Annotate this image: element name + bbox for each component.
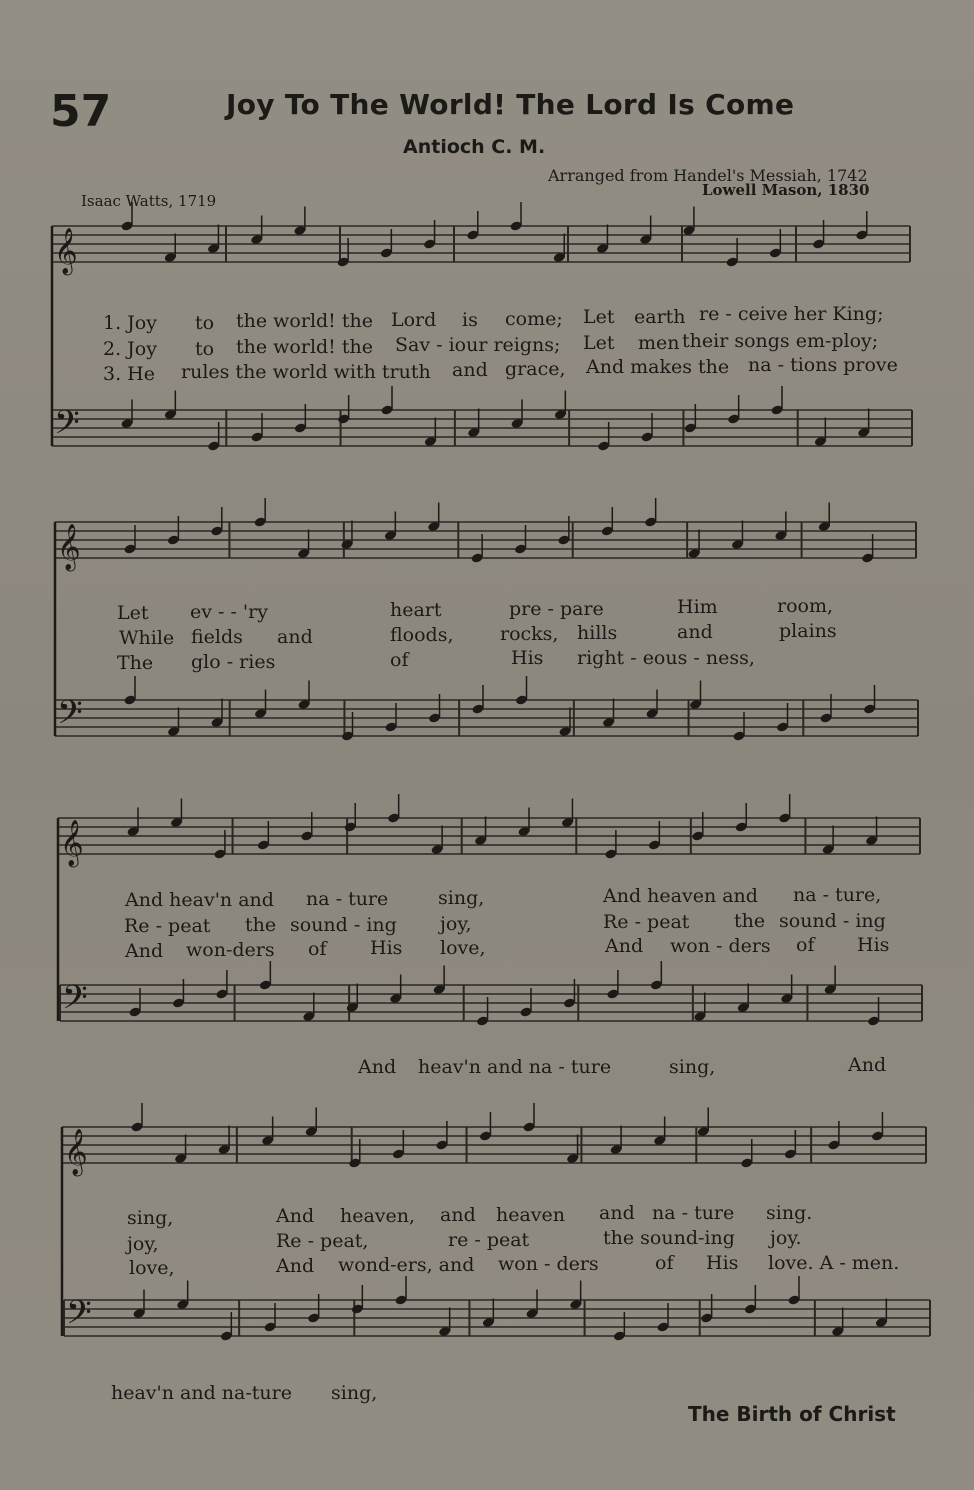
composer-credit: Lowell Mason, 1830 [702, 181, 870, 199]
bass-lyric: sing, [331, 1382, 378, 1404]
lyric: of [390, 649, 409, 671]
bass-lyric: heav'n and na - ture [418, 1056, 612, 1078]
bass-lyric: And [848, 1054, 887, 1076]
lyric: 3. He [103, 363, 155, 385]
lyric: glo - ries [191, 651, 276, 673]
lyric: heart [390, 599, 442, 621]
lyric: And heaven and [603, 885, 758, 907]
lyric: His [857, 934, 890, 956]
lyric: While [119, 627, 175, 649]
lyric: of [796, 934, 815, 956]
lyric: room, [777, 595, 834, 617]
lyric: to [195, 338, 215, 360]
lyric: na - ture, [793, 884, 882, 906]
lyric: right - eous - ness, [577, 647, 755, 669]
lyric: And [605, 935, 644, 957]
bass-lyric: And [358, 1056, 397, 1078]
lyric: love, [440, 937, 486, 959]
lyric: The [117, 652, 154, 674]
lyric: to [195, 312, 215, 334]
lyric: won - ders [498, 1253, 599, 1275]
lyric: Him [677, 596, 718, 618]
lyric: of [655, 1252, 674, 1274]
hymn-number: 57 [50, 86, 112, 137]
lyric: Re - peat, [276, 1230, 369, 1252]
lyric: and [677, 621, 713, 643]
bass-clef-icon: 𝄢 [57, 694, 83, 740]
lyric: And [276, 1255, 315, 1277]
lyric: Re - peat [124, 915, 211, 937]
lyric: the [245, 914, 277, 936]
tune-name: Antioch C. M. [403, 136, 546, 158]
lyric: 1. Joy [103, 312, 157, 334]
lyric: sound - ing [779, 910, 886, 932]
treble-clef-icon: 𝄞 [60, 820, 84, 866]
lyric: plains [779, 620, 837, 642]
lyric: joy, [440, 913, 472, 935]
lyric: love, [129, 1257, 175, 1279]
lyric: men [638, 332, 680, 354]
lyric: and [440, 1204, 476, 1226]
lyric: sing, [127, 1207, 174, 1229]
lyric: the world! the [236, 336, 373, 358]
lyric: come; [505, 308, 563, 330]
lyric: earth [634, 306, 686, 328]
treble-clef-icon: 𝄞 [64, 1129, 88, 1175]
lyric: Re - peat [603, 911, 690, 933]
lyric: the [734, 910, 766, 932]
lyric: 2. Joy [103, 338, 157, 360]
lyric: His [706, 1252, 739, 1274]
lyric: na - ture [306, 888, 389, 910]
lyric: And [276, 1205, 315, 1227]
lyric: Let [117, 602, 149, 624]
lyric: Lord [391, 309, 437, 331]
lyric: rocks, [500, 623, 559, 645]
lyric: Sav - iour reigns; [395, 334, 561, 356]
lyric: And heav'n and [125, 889, 274, 911]
bass-lyric: heav'n and na-ture [111, 1382, 292, 1404]
lyric: and [452, 359, 488, 381]
lyric: grace, [505, 358, 566, 380]
lyric: Let [583, 332, 615, 354]
bass-lyric: sing, [669, 1056, 716, 1078]
arrangement-credit: Arranged from Handel's Messiah, 1742 [548, 166, 868, 185]
lyric: and [599, 1202, 635, 1224]
treble-clef-icon: 𝄞 [57, 524, 81, 570]
lyric: re - ceive her King; [699, 303, 884, 325]
lyric: hills [577, 622, 618, 644]
lyric: And [125, 940, 164, 962]
lyric: His [370, 937, 403, 959]
treble-clef-icon: 𝄞 [54, 228, 78, 274]
lyric: His [511, 647, 544, 669]
author-credit: Isaac Watts, 1719 [81, 192, 217, 210]
topic-footer: The Birth of Christ [688, 1402, 896, 1426]
bass-clef-icon: 𝄢 [54, 404, 80, 450]
lyric: love. A - men. [768, 1252, 900, 1274]
lyric: ev - - 'ry [190, 601, 268, 623]
lyric: of [308, 938, 327, 960]
lyric: sound - ing [290, 914, 397, 936]
lyric: floods, [390, 624, 454, 646]
lyric: the sound-ing [603, 1227, 735, 1249]
lyric: won-ders [186, 939, 275, 961]
lyric: Let [583, 306, 615, 328]
lyric: sing, [438, 887, 485, 909]
lyric: re - peat [448, 1229, 530, 1251]
lyric: heaven, [340, 1205, 416, 1227]
lyric: won - ders [670, 935, 771, 957]
lyric: fields [191, 626, 243, 648]
lyric: the world! the [236, 310, 373, 332]
lyric: and [277, 626, 313, 648]
lyric: joy. [770, 1227, 802, 1249]
lyric: rules the world with truth [181, 361, 431, 383]
lyric: wond-ers, and [338, 1254, 475, 1276]
lyric: na - ture [652, 1202, 735, 1224]
lyric: is [462, 309, 478, 331]
lyric: their songs em-ploy; [682, 330, 879, 352]
bass-clef-icon: 𝄢 [62, 979, 88, 1025]
lyric: pre - pare [509, 598, 604, 620]
lyric: na - tions prove [748, 354, 898, 376]
lyric: heaven [496, 1204, 566, 1226]
lyric: And makes the [586, 356, 730, 378]
lyric: joy, [127, 1233, 159, 1255]
lyric: sing. [766, 1202, 813, 1224]
hymn-title: Joy To The World! The Lord Is Come [226, 88, 795, 121]
bass-clef-icon: 𝄢 [66, 1294, 92, 1340]
